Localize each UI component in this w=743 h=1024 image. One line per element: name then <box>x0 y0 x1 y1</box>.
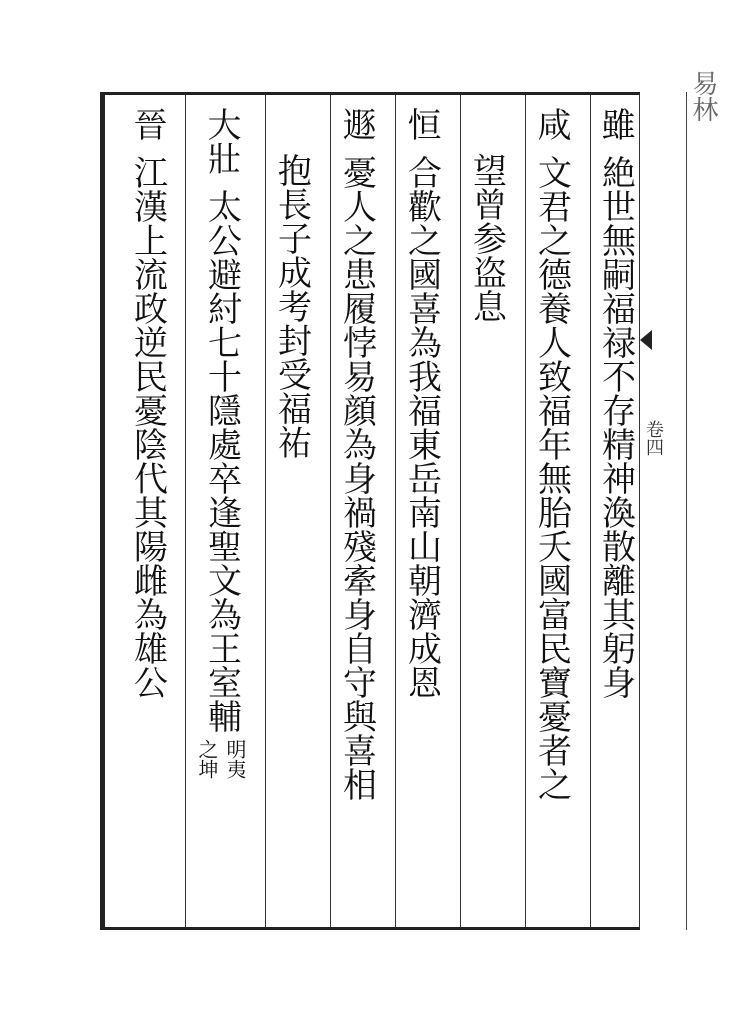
text-column <box>393 107 449 699</box>
note-line: 明夷 <box>223 739 247 779</box>
text-column <box>328 107 384 801</box>
text-column <box>193 107 249 779</box>
column-text: 文君之德養人致福年無胎夭國富民寶憂者之 <box>531 155 572 801</box>
column-text: 合歡之國喜為我福東岳南山朝濟成恩 <box>401 155 442 699</box>
text-column <box>587 107 643 699</box>
column-text: 太公避紂七十隱處卒逢聖文為王室輔 <box>201 189 242 733</box>
hexagram-name: 遯 <box>336 107 376 141</box>
margin-book-title: 易林 <box>688 70 718 122</box>
text-frame <box>100 92 640 930</box>
column-text: 抱長子成考封受福祐 <box>271 153 312 459</box>
text-column <box>263 153 319 459</box>
hexagram-name: 恒 <box>401 107 441 141</box>
text-column <box>119 107 175 699</box>
margin-volume-label: 卷四 <box>643 420 664 456</box>
text-column <box>458 153 514 323</box>
hexagram-name: 晉 <box>127 107 167 141</box>
text-column <box>523 107 579 801</box>
hexagram-name: 大壯 <box>201 107 241 175</box>
column-text: 憂人之患履悖易顔為身禍殘牽身自守與喜相 <box>336 155 377 801</box>
hexagram-name: 咸 <box>531 107 571 141</box>
column-text: 絶世無嗣福禄不存精神渙散離其躬身 <box>595 155 636 699</box>
outer-edge-rule <box>686 92 687 930</box>
note-line: 之坤 <box>195 739 219 779</box>
column-text: 望曾参盗息 <box>466 153 507 323</box>
interlinear-note <box>195 739 247 779</box>
column-rule <box>185 95 186 927</box>
column-text: 江漢上流政逆民憂陰代其陽雌為雄公 <box>127 155 168 699</box>
hexagram-name: 雖 <box>595 107 635 141</box>
